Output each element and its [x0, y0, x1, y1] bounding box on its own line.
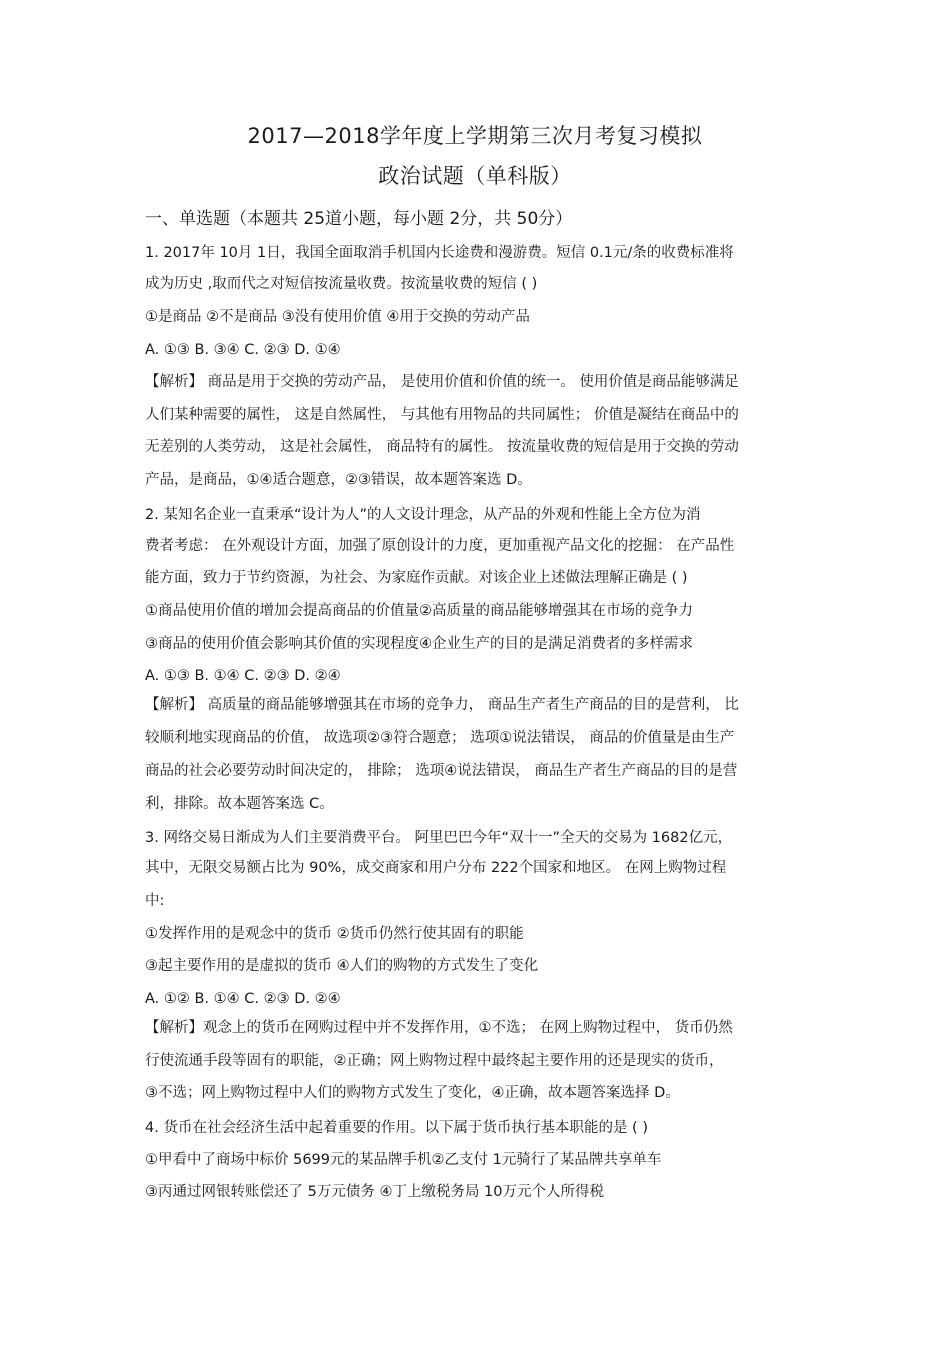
q3-options: A. ①② B. ①④ C. ②③ D. ②④ — [145, 991, 341, 1007]
q2-statements-1: ①商品使用价值的增加会提高商品的价值量②高质量的商品能够增强其在市场的竞争力 — [145, 603, 693, 619]
q1-analysis-line-1: 【解析】 商品是用于交换的劳动产品， 是使用价值和价值的统一。 使用价值是商品能够满足 — [145, 374, 739, 390]
q3-stem-line-2: 其中，无限交易额占比为 90%，成交商家和用户分布 222个国家和地区。 在网上购物过程 — [145, 860, 727, 876]
q3-statements-2: ③起主要作用的是虚拟的货币 ④人们的购物的方式发生了变化 — [145, 958, 539, 974]
q2-stem-line-3: 能方面，致力于节约资源，为社会、为家庭作贡献。对该企业上述做法理解正确是 ( ) — [145, 570, 688, 586]
q1-stem-line-2: 成为历史 ,取而代之对短信按流量收费。按流量收费的短信 ( ) — [145, 276, 538, 292]
q1-statements: ①是商品 ②不是商品 ③没有使用价值 ④用于交换的劳动产品 — [145, 309, 530, 325]
q1-analysis-line-4: 产品，是商品，①④适合题意，②③错误，故本题答案选 D。 — [145, 472, 532, 488]
q3-statements-1: ①发挥作用的是观念中的货币 ②货币仍然行使其固有的职能 — [145, 926, 524, 942]
q3-analysis-line-1: 【解析】观念上的货币在网购过程中并不发挥作用，①不选； 在网上购物过程中， 货币仍然 — [145, 1020, 733, 1036]
q3-stem-line-1: 3. 网络交易日渐成为人们主要消费平台。 阿里巴巴今年“双十一”全天的交易为 1682亿元， — [145, 830, 733, 846]
exam-title: 2017—2018学年度上学期第三次月考复习模拟 — [247, 124, 703, 148]
q3-stem-line-3: 中: — [145, 893, 165, 909]
q3-analysis-line-2: 行使流通手段等固有的职能，②正确；网上购物过程中最终起主要作用的还是现实的货币， — [145, 1053, 724, 1069]
q1-options: A. ①③ B. ③④ C. ②③ D. ①④ — [145, 342, 341, 358]
section-heading: 一、单选题（本题共 25道小题，每小题 2分，共 50分） — [145, 209, 573, 229]
q1-stem-line-1: 1. 2017年 10月 1日，我国全面取消手机国内长途费和漫游费。短信 0.1元/条的收费标准将 — [145, 245, 734, 261]
q2-statements-2: ③商品的使用价值会影响其价值的实现程度④企业生产的目的是满足消费者的多样需求 — [145, 636, 693, 652]
q2-stem-line-2: 费者考虑： 在外观设计方面，加强了原创设计的力度，更加重视产品文化的挖掘： 在产品性 — [145, 538, 735, 554]
exam-subtitle: 政治试题（单科版） — [378, 164, 572, 188]
q4-statements-1: ①甲看中了商场中标价 5699元的某品牌手机②乙支付 1元骑行了某品牌共享单车 — [145, 1152, 662, 1168]
q2-stem-line-1: 2. 某知名企业一直秉承“设计为人”的人文设计理念，从产品的外观和性能上全方位为消 — [145, 507, 701, 523]
q2-analysis-line-1: 【解析】 高质量的商品能够增强其在市场的竞争力， 商品生产者生产商品的目的是营利， 比 — [145, 697, 739, 713]
q2-analysis-line-3: 商品的社会必要劳动时间决定的， 排除； 选项④说法错误， 商品生产者生产商品的目的是营 — [145, 763, 738, 779]
q4-statements-2: ③丙通过网银转账偿还了 5万元债务 ④丁上缴税务局 10万元个人所得税 — [145, 1184, 604, 1200]
q3-analysis-line-3: ③不选；网上购物过程中人们的购物方式发生了变化，④正确，故本题答案选择 D。 — [145, 1085, 680, 1101]
q1-analysis-line-3: 无差别的人类劳动， 这是社会属性， 商品特有的属性。 按流量收费的短信是用于交换的劳动 — [145, 439, 739, 455]
q2-analysis-line-4: 利，排除。故本题答案选 C。 — [145, 796, 334, 812]
q1-analysis-line-2: 人们某种需要的属性， 这是自然属性， 与其他有用物品的共同属性； 价值是凝结在商品中的 — [145, 407, 739, 423]
q2-options: A. ①③ B. ①④ C. ②③ D. ②④ — [145, 668, 341, 684]
q2-analysis-line-2: 较顺利地实现商品的价值， 故选项②③符合题意； 选项①说法错误， 商品的价值量是由生产 — [145, 730, 735, 746]
q4-stem: 4. 货币在社会经济生活中起着重要的作用。以下属于货币执行基本职能的是 ( ) — [145, 1120, 648, 1136]
